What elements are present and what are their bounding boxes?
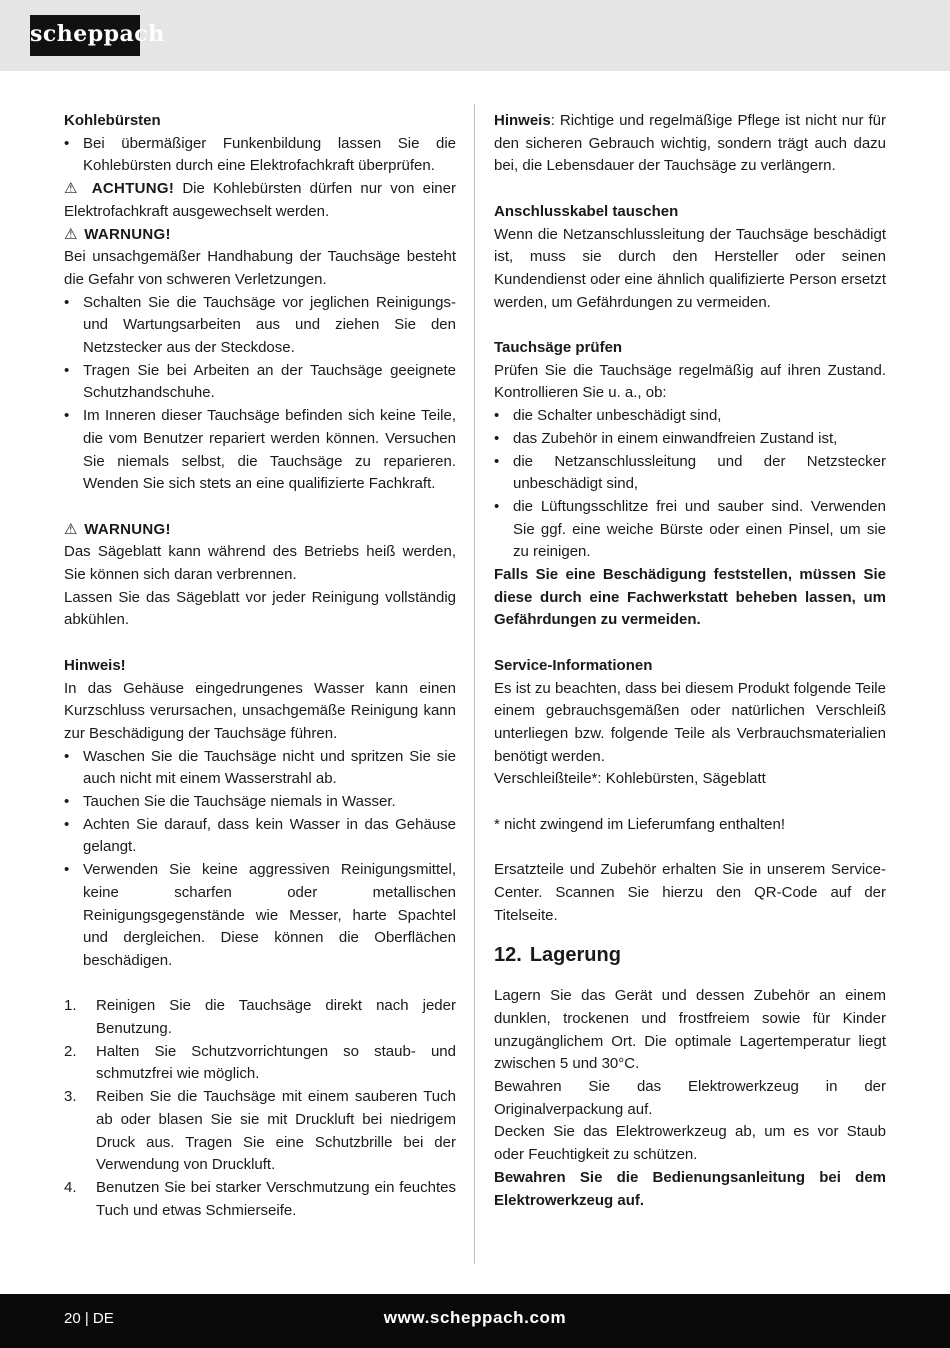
service-text: Es ist zu beachten, dass bei diesem Produkt folgende Teile einem gebrauchsgemäßen oder natürlichen Verschleiß unterliegen bzw. folgende Teile als Verbrauchsmaterialien benötigt werden. <box>494 679 886 765</box>
kabel-text: Wenn die Netzanschlussleitung der Tauchsäge beschädigt ist, muss sie durch den Hersteller oder seinen Kundendienst oder eine ähnlich qualifizierte Person ersetzt werden, um Gefährdungen zu vermeiden. <box>494 225 886 311</box>
hinweis-label: Hinweis <box>494 112 551 129</box>
step-item <box>64 1041 456 1086</box>
hinweis-pflege-text: : Richtige und regelmäßige Pflege ist nicht nur für den sicheren Gebrauch wichtig, sondern trägt auch dazu bei, die Lebensdauer der Tauchsäge zu verlängern. <box>494 112 886 175</box>
section-heading-lagerung <box>494 941 886 969</box>
achtung-label-text: ACHTUNG! <box>91 180 175 198</box>
right-column <box>494 110 886 1212</box>
list-item: • die Netzanschlussleitung und der Netzstecker unbeschädigt sind, <box>494 451 886 496</box>
warning-triangle-icon: ⚠ <box>64 520 78 538</box>
step-item <box>64 995 456 1040</box>
heading-tauchsaege-pruefen: Tauchsäge prüfen <box>494 339 623 356</box>
step-number: 2. <box>64 1042 77 1060</box>
lager-paragraph-3: Decken Sie das Elektrowerkzeug ab, um es vor Staub oder Feuchtigkeit zu schützen. <box>494 1123 886 1164</box>
list-item: • die Lüftungsschlitze frei und sauber sind. Verwenden Sie ggf. eine weiche Bürste oder einen Pinsel, um sie zu reinigen. <box>494 496 886 564</box>
list-item: • Waschen Sie die Tauchsäge nicht und spritzen Sie sie auch nicht mit einem Wasserstrahl ab. <box>64 746 456 791</box>
left-column <box>64 110 456 1222</box>
pruefen-bold-note: Falls Sie eine Beschädigung feststellen, müssen Sie diese durch eine Fachwerkstatt beheben lassen, um Gefährdungen zu vermeiden. <box>494 566 886 629</box>
lager-bold-note: Bewahren Sie die Bedienungsanleitung bei dem Elektrowerkzeug auf. <box>494 1168 886 1209</box>
heading-anschlusskabel: Anschlusskabel tauschen <box>494 202 679 220</box>
warnung-list <box>64 292 456 496</box>
page-header <box>0 0 950 71</box>
list-item: • Im Inneren dieser Tauchsäge befinden sich keine Teile, die vom Benutzer repariert werden können. Versuchen Sie niemals selbst, die Tauchsäge zu reparieren. Wenden Sie sich stets an eine qualifizierte Fachkraft. <box>64 405 456 496</box>
list-item: • Tauchen Sie die Tauchsäge niemals in Wasser. <box>64 791 456 814</box>
hinweis-text: In das Gehäuse eingedrungenes Wasser kann einen Kurzschluss verursachen, unsachgemäße Reinigung kann zur Beschädigung der Tauchsäge führen. <box>64 679 456 742</box>
list-item: • Schalten Sie die Tauchsäge vor jeglichen Reinigungs- und Wartungsarbeiten aus und ziehen Sie den Netzstecker aus der Steckdose. <box>64 292 456 360</box>
warnung-text-2b: Lassen Sie das Sägeblatt vor jeder Reinigung vollständig abkühlen. <box>64 588 456 629</box>
step-text: Reiben Sie die Tauchsäge mit einem sauberen Tuch ab oder blasen Sie sie mit Druckluft bei niedrigem Druck aus. Tragen Sie eine Schutzbrille bei der Verwendung von Druckluft. <box>96 1088 456 1174</box>
achtung-paragraph <box>64 178 456 223</box>
page-footer <box>0 1294 950 1348</box>
lager-paragraph-1: Lagern Sie das Gerät und dessen Zubehör an einem dunklen, trockenen und frostfreiem sowie für Kinder unzugänglichem Ort. Die optimale Lagertemperatur liegt zwischen 5 und 30°C. <box>494 987 886 1073</box>
service-note: * nicht zwingend im Lieferumfang enthalten! <box>494 815 786 833</box>
cleaning-steps <box>64 995 456 1222</box>
heading-kohlebuersten: Kohlebürsten <box>64 112 161 129</box>
warnung-label-2 <box>64 519 456 542</box>
warnung-label-text: WARNUNG! <box>84 520 171 538</box>
achtung-label <box>64 180 174 197</box>
brand-logo: scheppach <box>30 15 140 56</box>
warnung-text-2a: Das Sägeblatt kann während des Betriebs heiß werden, Sie können sich daran verbrennen. <box>64 543 456 584</box>
footer-url[interactable]: www.scheppach.com <box>383 1308 567 1327</box>
step-item <box>64 1086 456 1177</box>
column-divider <box>474 104 475 1264</box>
list-item: • die Schalter unbeschädigt sind, <box>494 405 886 428</box>
list-item: • Achten Sie darauf, dass kein Wasser in das Gehäuse gelangt. <box>64 814 456 859</box>
warnung-label-text: WARNUNG! <box>84 225 171 243</box>
pruefen-list <box>494 405 886 564</box>
lager-paragraph-2: Bewahren Sie das Elektrowerkzeug in der Originalverpackung auf. <box>494 1078 886 1118</box>
warnung-text-1: Bei unsachgemäßer Handhabung der Tauchsäge besteht die Gefahr von schweren Verletzungen. <box>64 248 456 288</box>
step-number: 1. <box>64 997 77 1015</box>
service-parts: Verschleißteile*: Kohlebürsten, Sägeblatt <box>494 770 766 788</box>
step-text: Reinigen Sie die Tauchsäge direkt nach jeder Benutzung. <box>96 997 456 1038</box>
list-item: • Verwenden Sie keine aggressiven Reinigungsmittel, keine scharfen oder metallischen Reinigungsgegenstände wie Messer, harte Spachtel und dergleichen. Diese können die Oberflächen beschädigen. <box>64 859 456 973</box>
section-number: 12. <box>494 944 522 967</box>
section-title: Lagerung <box>529 944 621 967</box>
list-item: • Bei übermäßiger Funkenbildung lassen Sie die Kohlebürsten durch eine Elektrofachkraft überprüfen. <box>64 133 456 178</box>
step-number: 3. <box>64 1088 77 1106</box>
warning-triangle-icon: ⚠ <box>64 180 82 198</box>
warnung-label-1 <box>64 224 456 247</box>
warning-triangle-icon: ⚠ <box>64 225 78 243</box>
step-number: 4. <box>64 1179 77 1196</box>
kohle-list <box>64 133 456 178</box>
step-item <box>64 1177 456 1222</box>
list-item: • Tragen Sie bei Arbeiten an der Tauchsäge geeignete Schutzhandschuhe. <box>64 360 456 405</box>
page-number: 20 | DE <box>64 1310 114 1327</box>
hinweis-list <box>64 746 456 973</box>
step-text: Halten Sie Schutzvorrichtungen so staub- und schmutzfrei wie möglich. <box>96 1042 456 1083</box>
heading-service: Service-Informationen <box>494 656 653 674</box>
pruefen-text: Prüfen Sie die Tauchsäge regelmäßig auf ihren Zustand. Kontrollieren Sie u. a., ob: <box>494 361 886 402</box>
hinweis-pflege <box>494 110 886 178</box>
service-ersatzteile: Ersatzteile und Zubehör erhalten Sie in unserem Service-Center. Scannen Sie hierzu den QR-Code auf der Titelseite. <box>494 861 886 924</box>
step-text: Benutzen Sie bei starker Verschmutzung ein feuchtes Tuch und etwas Schmierseife. <box>96 1179 456 1219</box>
achtung-text: Die Kohlebürsten dürfen nur von einer Elektrofachkraft ausgewechselt werden. <box>64 180 456 220</box>
heading-hinweis: Hinweis! <box>64 656 126 674</box>
list-item: • das Zubehör in einem einwandfreien Zustand ist, <box>494 428 886 451</box>
